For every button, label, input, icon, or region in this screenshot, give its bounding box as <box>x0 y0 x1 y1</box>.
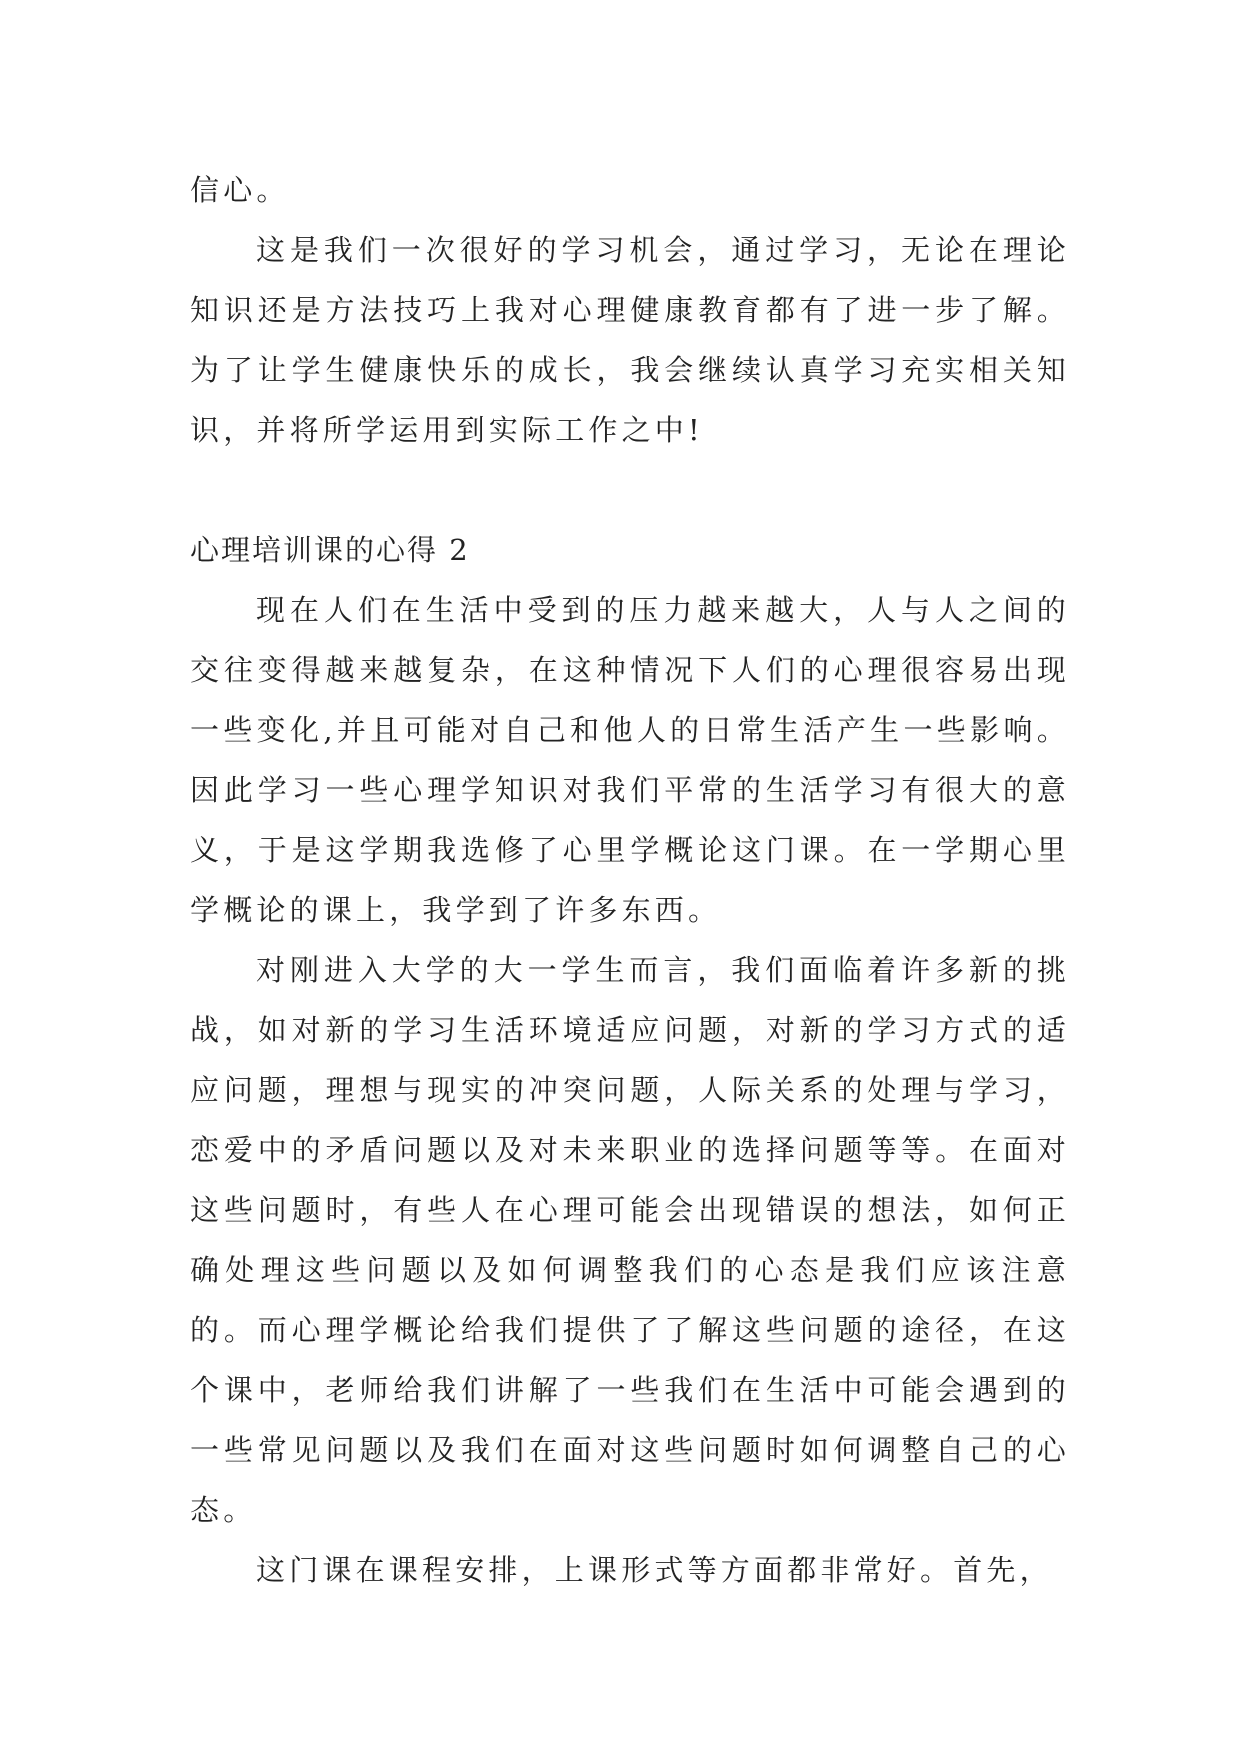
document-body <box>190 160 1070 1600</box>
paragraph: 现在人们在生活中受到的压力越来越大，人与人之间的交往变得越来越复杂，在这种情况下人们的心理很容易出现一些变化,并且可能对自己和他人的日常生活产生一些影响。因此学习一些心理学知识对我们平常的生活学习有很大的意义，于是这学期我选修了心里学概论这门课。在一学期心里学概论的课上，我学到了许多东西。 <box>190 593 1070 927</box>
section-heading: 心理培训课的心得 2 <box>190 533 470 567</box>
paragraph: 这门课在课程安排，上课形式等方面都非常好。首先， <box>256 1553 1053 1587</box>
paragraph-continued: 信心。 <box>190 173 290 207</box>
paragraph: 对刚进入大学的大一学生而言，我们面临着许多新的挑战，如对新的学习生活环境适应问题，对新的学习方式的适应问题，理想与现实的冲突问题，人际关系的处理与学习，恋爱中的矛盾问题以及对未来职业的选择问题等等。在面对这些问题时，有些人在心理可能会出现错误的想法，如何正确处理这些问题以及如何调整我们的心态是我们应该注意的。而心理学概论给我们提供了了解这些问题的途径，在这个课中，老师给我们讲解了一些我们在生活中可能会遇到的一些常见问题以及我们在面对这些问题时如何调整自己的心态。 <box>190 953 1070 1527</box>
paragraph: 这是我们一次很好的学习机会，通过学习，无论在理论知识还是方法技巧上我对心理健康教育都有了进一步了解。为了让学生健康快乐的成长，我会继续认真学习充实相关知识，并将所学运用到实际工作之中! <box>190 233 1070 447</box>
